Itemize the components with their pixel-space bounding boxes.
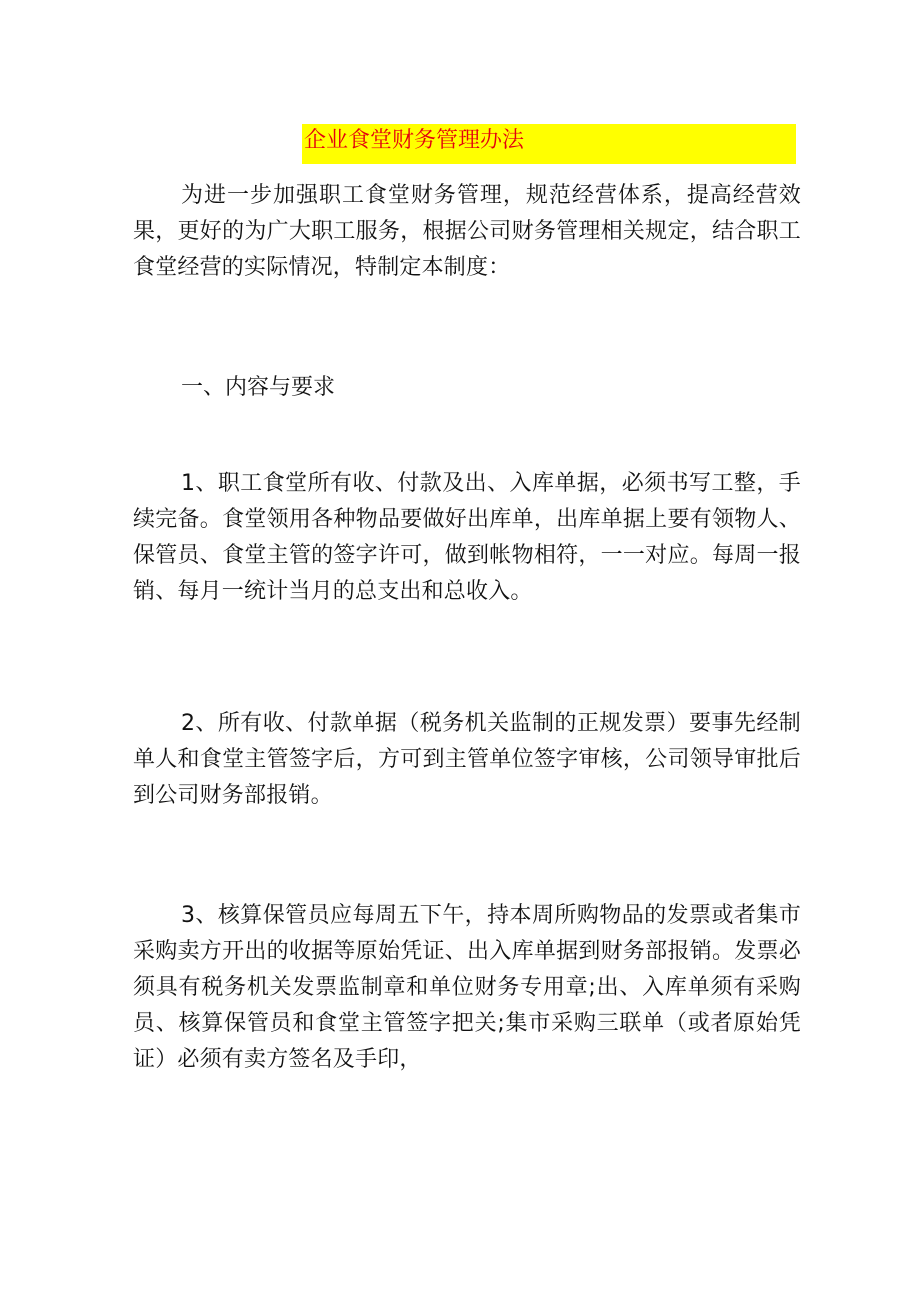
list-item-1: 1、职工食堂所有收、付款及出、入库单据，必须书写工整，手续完备。食堂领用各种物品要做好出库单，出库单据上要有领物人、保管员、食堂主管的签字许可，做到帐物相符，一一对应。每周一报销、每月一统计当月的总支出和总收入。 bbox=[133, 471, 801, 604]
section-heading: 一、内容与要求 bbox=[181, 375, 336, 400]
intro-paragraph: 为进一步加强职工食堂财务管理，规范经营体系，提高经营效果，更好的为广大职工服务，根据公司财务管理相关规定，结合职工食堂经营的实际情况，特制定本制度： bbox=[133, 183, 801, 280]
list-item-3: 3、核算保管员应每周五下午，持本周所购物品的发票或者集市采购卖方开出的收据等原始凭证、出入库单据到财务部报销。发票必须具有税务机关发票监制章和单位财务专用章;出、入库单须有采购员、核算保管员和食堂主管签字把关;集市采购三联单（或者原始凭证）必须有卖方签名及手印， bbox=[133, 903, 801, 1072]
document-title: 企业食堂财务管理办法 bbox=[302, 124, 796, 164]
list-item-2: 2、所有收、付款单据（税务机关监制的正规发票）要事先经制单人和食堂主管签字后，方可到主管单位签字审核，公司领导审批后到公司财务部报销。 bbox=[133, 711, 801, 808]
